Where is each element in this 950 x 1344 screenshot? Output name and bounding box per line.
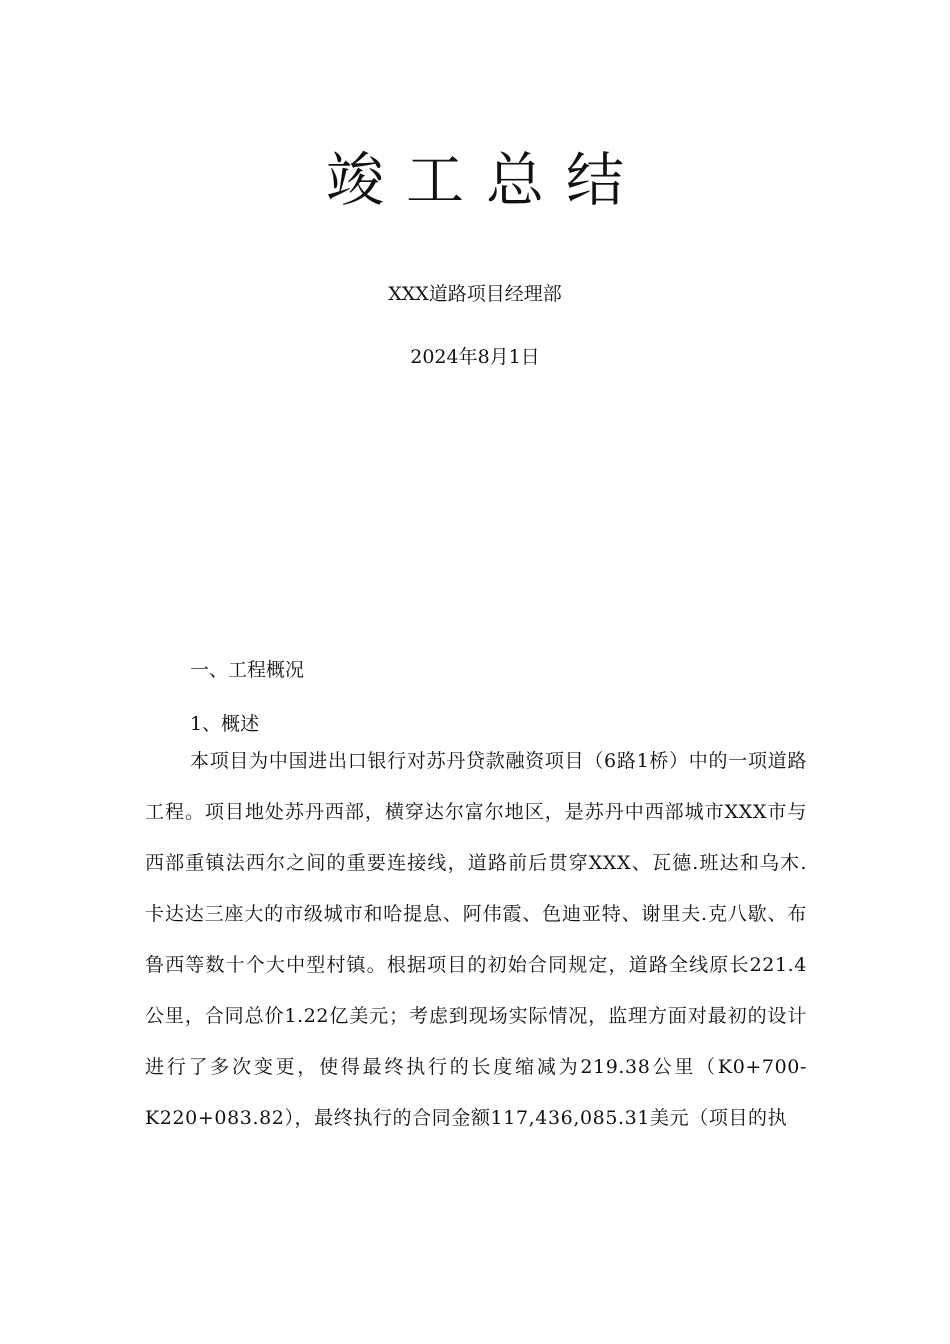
- section-heading: 一、工程概况: [190, 659, 305, 681]
- document-date: 2024年8月1日: [410, 346, 540, 368]
- subsection-heading: 1、概述: [190, 713, 260, 735]
- overview-paragraph: 本项目为中国进出口银行对苏丹贷款融资项目（6路1桥）中的一项道路工程。项目地处苏丹西部，横穿达尔富尔地区，是苏丹中西部城市XXX市与西部重镇法西尔之间的重要连接线，道路前后贯穿XXX、瓦德.班达和乌木.卡达达三座大的市级城市和哈提息、阿伟霞、色迪亚特、谢里夫.克八歇、布鲁西等数十个大中型村镇。根据项目的初始合同规定，道路全线原长221.4公里，合同总价1.22亿美元；考虑到现场实际情况，监理方面对最初的设计进行了多次变更，使得最终执行的长度缩减为219.38公里（K0+700-K220+083.82），最终执行的合同金额117,436,085.31美元（项目的执: [145, 750, 807, 1129]
- organization-name: XXX道路项目经理部: [388, 283, 562, 305]
- document-title: 竣工总结: [325, 146, 646, 214]
